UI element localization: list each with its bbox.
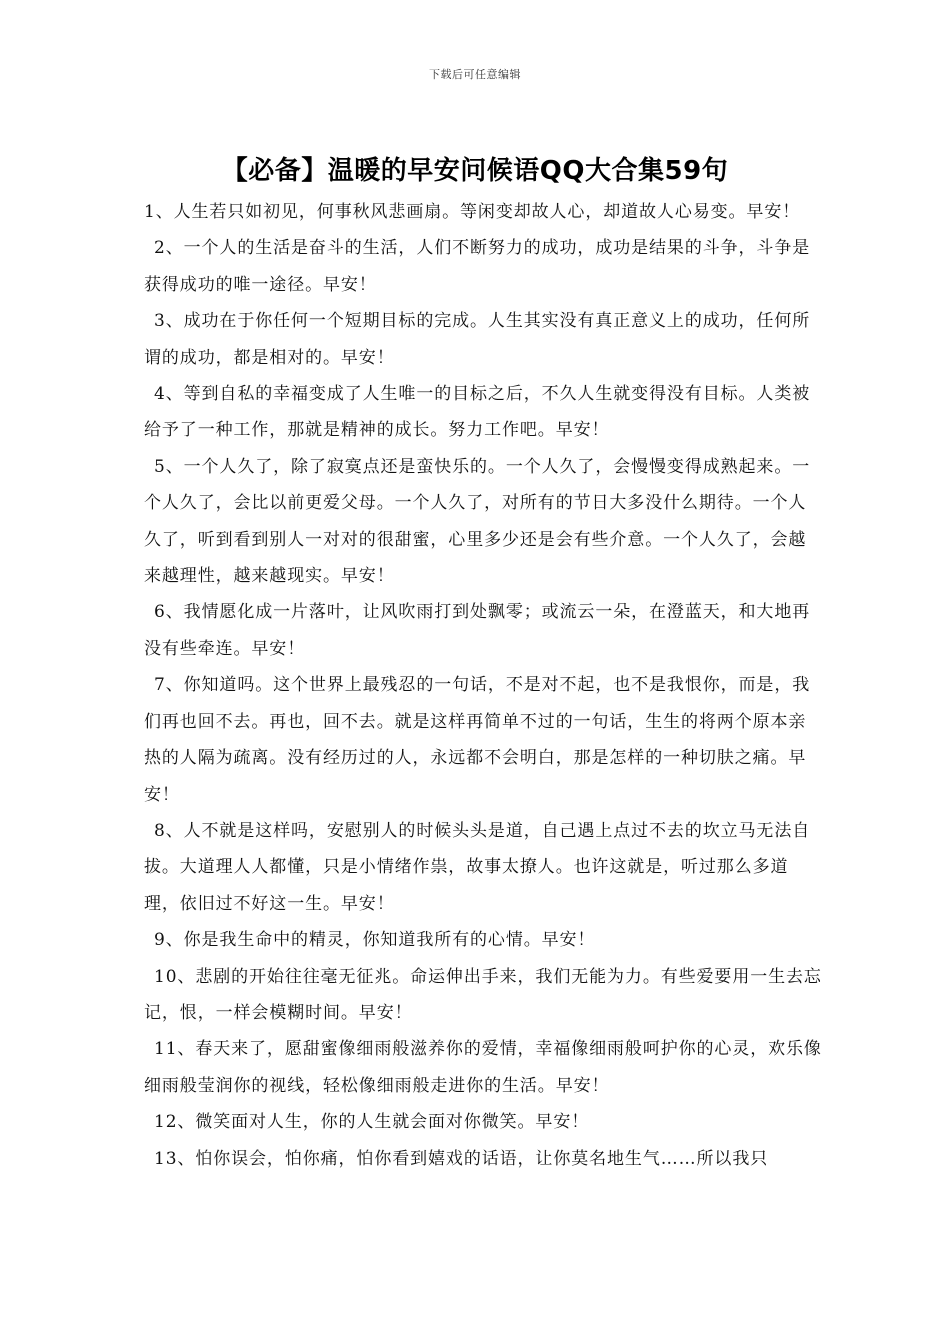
page-header-note: 下载后可任意编辑 — [429, 68, 521, 81]
paragraph-6: 6、我情愿化成一片落叶，让风吹雨打到处飘零；或流云一朵，在澄蓝天，和大地再没有些牵连。早安！ — [144, 602, 811, 659]
paragraph-3: 3、成功在于你任何一个短期目标的完成。人生其实没有真正意义上的成功，任何所谓的成功，都是相对的。早安！ — [144, 311, 811, 368]
paragraph-8: 8、人不就是这样吗，安慰别人的时候头头是道，自己遇上点过不去的坎立马无法自拔。大道理人人都懂，只是小情绪作祟，故事太撩人。也许这就是，听过那么多道理，依旧过不好这一生。早安！ — [144, 820, 811, 914]
paragraph-11: 11、春天来了，愿甜蜜像细雨般滋养你的爱情，幸福像细雨般呵护你的心灵，欢乐像细雨般莹润你的视线，轻松像细雨般走进你的生活。早安！ — [144, 1039, 822, 1096]
paragraph-12: 12、微笑面对人生，你的人生就会面对你微笑。早安！ — [154, 1112, 590, 1133]
paragraph-10: 10、悲剧的开始往往毫无征兆。命运伸出手来，我们无能为力。有些爱要用一生去忘记，恨，一样会模糊时间。早安！ — [144, 966, 822, 1023]
document-body — [144, 194, 824, 1177]
paragraph-9: 9、你是我生命中的精灵，你知道我所有的心情。早安！ — [154, 930, 596, 951]
paragraph-2: 2、一个人的生活是奋斗的生活，人们不断努力的成功，成功是结果的斗争，斗争是获得成功的唯一途径。早安！ — [144, 238, 811, 295]
document-title: 【必备】温暖的早安问候语QQ大合集59句 — [221, 156, 729, 186]
paragraph-7: 7、你知道吗。这个世界上最残忍的一句话，不是对不起，也不是我恨你，而是，我们再也回不去。再也，回不去。就是这样再简单不过的一句话，生生的将两个原本亲热的人隔为疏离。没有经历过的人，永远都不会明白，那是怎样的一种切肤之痛。早安！ — [144, 675, 811, 805]
paragraph-1: 1、人生若只如初见，何事秋风悲画扇。等闲变却故人心，却道故人心易变。早安！ — [144, 202, 801, 222]
paragraph-13: 13、怕你误会，怕你痛，怕你看到嬉戏的话语，让你莫名地生气……所以我只 — [154, 1148, 769, 1169]
paragraph-4: 4、等到自私的幸福变成了人生唯一的目标之后，不久人生就变得没有目标。人类被给予了一种工作，那就是精神的成长。努力工作吧。早安！ — [144, 384, 811, 441]
paragraph-5: 5、一个人久了，除了寂寞点还是蛮快乐的。一个人久了，会慢慢变得成熟起来。一个人久了，会比以前更爱父母。一个人久了，对所有的节日大多没什么期待。一个人久了，听到看到别人一对对的很甜蜜，心里多少还是会有些介意。一个人久了，会越来越理性，越来越现实。早安！ — [144, 456, 811, 587]
